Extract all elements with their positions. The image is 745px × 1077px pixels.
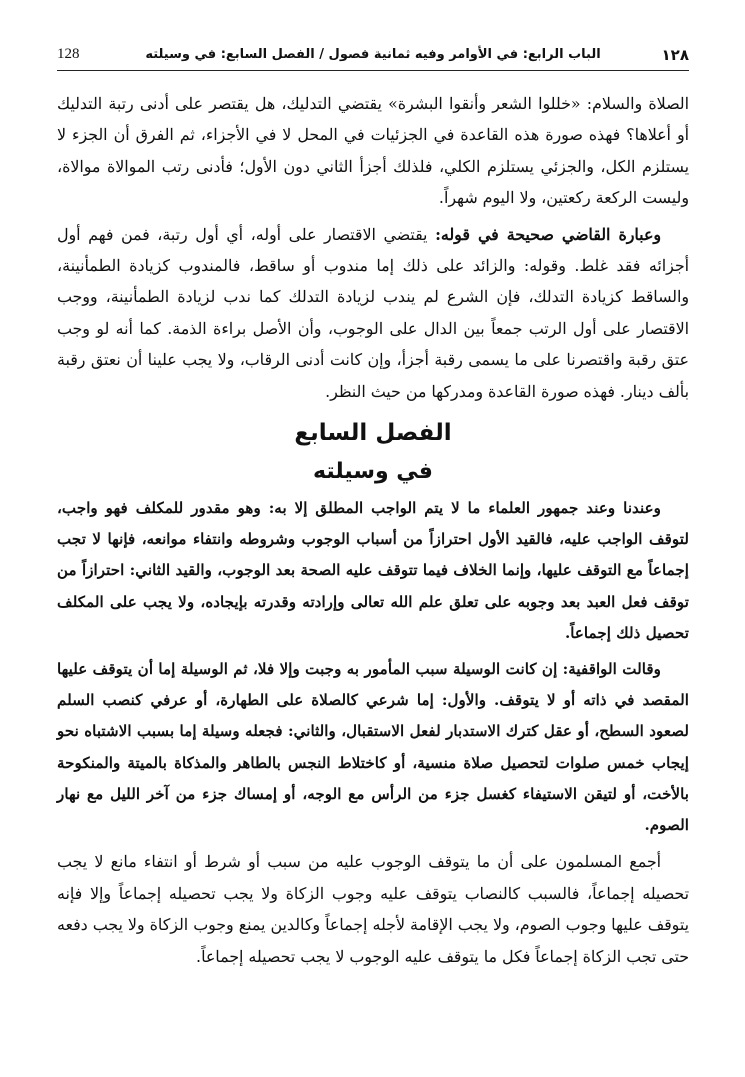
paragraph-qadi (57, 219, 689, 407)
paragraph-text: وقالت الواقفية: إن كانت الوسيلة سبب المأمور به وجبت وإلا فلا، ثم الوسيلة إما أن يتوقف عليها المقصد في ذاته أو لا يتوقف. والأول: إما شرعي كالصلاة على الطهارة، أو عرفي كنصب السلم لصعود السطح، أو عقل كترك الاستدبار لفعل الاستقبال، والثاني: فجعله وسيلة إما بسبب الاشتباه نحو إيجاب خمس صلوات لتحصيل صلاة منسية، أو كاختلاط النجس بالطاهر والمذكاة بالميتة والمنكوحة بالأخت، أو لتيقن الاستيفاء كغسل جزء من الرأس مع الوجه، أو إمساك جزء من آخر الليل مع نهار الصوم. (57, 660, 689, 835)
running-header (57, 40, 689, 71)
page-number-latin: 128 (57, 46, 80, 62)
paragraph-text: أجمع المسلمون على أن ما يتوقف الوجوب عليه من سبب أو شرط أو انتفاء مانع لا يجب تحصيله إجماعاً، فالسبب كالنصاب يتوقف عليه وجوب الزكاة ولا يجب تحصيله إجماعاً وإلا فإنه يتوقف عليها وجوب الصوم، ولا يجب الإقامة لأجله إجماعاً وكالدين يمنع وجوب الزكاة ولا يجب دفعه حتى تجب الزكاة إجماعاً فكل ما يتوقف عليه الوجوب لا يجب تحصيله إجماعاً. (57, 852, 689, 966)
paragraph-waqifiyya (57, 654, 689, 841)
paragraph-text: يقتضي الاقتصار على أوله، أي أول رتبة، فمن فهم أول أجزائه فقد غلط. وقوله: والزائد على ذلك إما مندوب أو ساقط، فالمندوب كزيادة الطمأنينة، والساقط كزيادة التدلك، فإن الشرع لم يندب لزيادة التدلك كما ندب لزيادة الطمأنينة، ووجب الاقتصار على أول الرتب جمعاً بين الدال على الوجوب، وأن الأصل براءة الذمة. كما أنه لو وجب عتق رقبة واقتصرنا على ما يسمى رقبة أجزأ، وإن كانت أدنى الرقاب، ولا يجب علينا أن نعتق رقبة بألف دينار. فهذه صورة القاعدة ومدركها من حيث النظر. (57, 224, 689, 401)
page-number-arabic: ١٢٨ (661, 46, 689, 64)
paragraph-lead: وعبارة القاضي صحيحة في قوله: (435, 224, 662, 244)
paragraph-ijma (57, 846, 689, 972)
paragraph-jumhur (57, 493, 689, 649)
paragraph-continued (57, 88, 689, 214)
page-body (57, 88, 689, 977)
running-title: الباب الرابع: في الأوامر وفيه ثمانية فصول / الفصل السابع: في وسيلته (145, 47, 601, 62)
paragraph-text: الصلاة والسلام: «خللوا الشعر وأنقوا البشرة» يقتضي التدليك، هل يقتصر على أدنى رتبة التدليك أو أعلاها؟ فهذه صورة هذه القاعدة في الجزئيات في المحل لا في الأجزاء، ثم الفرق أن الجزء لا يستلزم الكل، والجزئي يستلزم الكلي، فلذلك أجزأ الثاني دون الأول؛ فأدنى رتب الموالاة موالاة، وليست الركعة ركعتين، ولا اليوم شهراً. (57, 94, 689, 208)
chapter-subheading: في وسيلته (313, 459, 433, 485)
paragraph-text: وعندنا وعند جمهور العلماء ما لا يتم الواجب المطلق إلا به: وهو مقدور للمكلف فهو واجب، لتوقف الواجب عليه، فالقيد الأول احترازاً من أسباب الوجوب وشروطه وانتفاء موانعه، فإنها لا تجب إجماعاً مع التوقف عليها، وإنما الخلاف فيما تتوقف عليه الصحة بعد الوجوب، والقيد الثاني: احترازاً من توقف فعل العبد بعد وجوبه على تعلق علم الله تعالى وإرادته وقدرته بإيجاده، ولا يجب على المكلف تحصيل ذلك إجماعاً. (57, 499, 689, 642)
chapter-heading: الفصل السابع (294, 420, 452, 447)
